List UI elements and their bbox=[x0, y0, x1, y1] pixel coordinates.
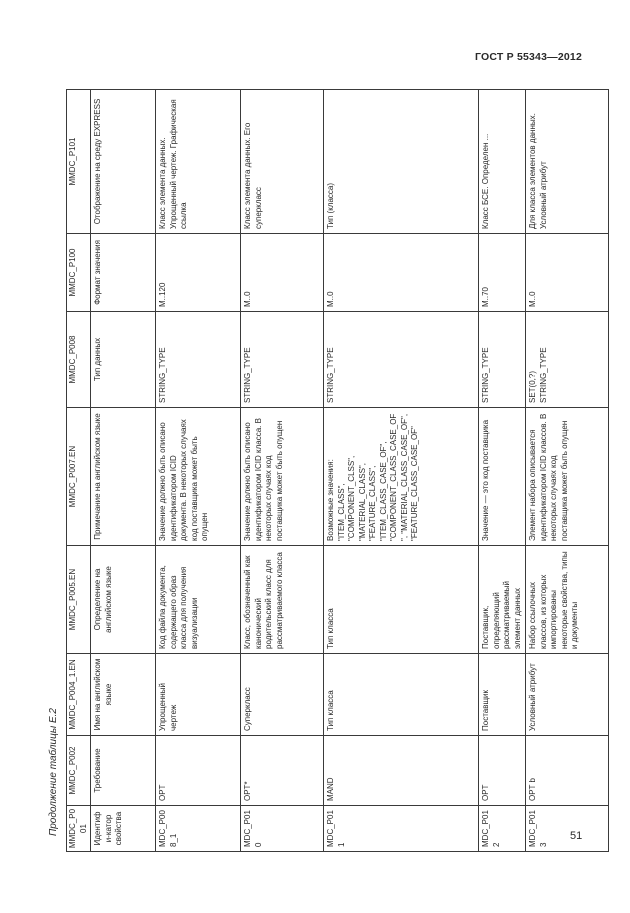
cell-name: Поставщик bbox=[479, 654, 526, 736]
cell-requirement: OPT b bbox=[526, 736, 609, 806]
column-header: Формат значения bbox=[91, 234, 156, 312]
page-number: 51 bbox=[570, 830, 583, 842]
cell-note: Значение должно быть описано идентификатором ICID документа. В некоторых случаях код поставщика может быть опущен bbox=[156, 408, 241, 546]
cell-id: MDC_P012 bbox=[479, 806, 526, 852]
header-row bbox=[91, 90, 156, 852]
cell-express: Класс элемента данных. Его суперкласс bbox=[241, 90, 324, 234]
column-header: Имя на английском языке bbox=[91, 654, 156, 736]
code-cell: MMDC_P001 bbox=[67, 806, 91, 852]
table-row bbox=[241, 90, 324, 852]
code-cell: MMDC_P005.EN bbox=[67, 546, 91, 654]
properties-table bbox=[66, 89, 609, 852]
cell-format: M..0 bbox=[526, 234, 609, 312]
code-cell: MMDC_P008 bbox=[67, 312, 91, 408]
cell-definition: Код файла документа, содержащего образ класса для получения визуализации bbox=[156, 546, 241, 654]
cell-format: M..70 bbox=[479, 234, 526, 312]
cell-definition: Набор ссылочных классов, из которых импортированы некоторые свойства, типы и документы bbox=[526, 546, 609, 654]
cell-express: Класс элемента данных. Упрощенный чертеж. Графическая ссылка bbox=[156, 90, 241, 234]
column-header: Идентифи-катор свойства bbox=[91, 806, 156, 852]
cell-express: Класс БСЕ. Определен ... bbox=[479, 90, 526, 234]
table-row bbox=[156, 90, 241, 852]
cell-express: Для класса элементов данных. Условный атрибут bbox=[526, 90, 609, 234]
table-row bbox=[526, 90, 609, 852]
cell-id: MDC_P013 bbox=[526, 806, 609, 852]
cell-type: STRING_TYPE bbox=[241, 312, 324, 408]
standard-header: ГОСТ Р 55343—2012 bbox=[474, 51, 582, 63]
column-header: Примечание на английском языке bbox=[91, 408, 156, 546]
cell-express: Тип (класса) bbox=[324, 90, 479, 234]
code-cell: MMDC_P007.EN bbox=[67, 408, 91, 546]
column-header: Определение на английском языке bbox=[91, 546, 156, 654]
cell-note: Возможные значения: "ITEM_CLASS", "COMPONENT_CLSS", "MATERIAL_CLASS", "FEATURE_CLASS", "ITEM_CLASS_CASE_OF", "COMPONENT_CLASS_CASE_OF", "MATERIAL_CLASS_CASE_OF", "FEATURE_CLASS_CASE_OF" bbox=[324, 408, 479, 546]
cell-name: Суперкласс bbox=[241, 654, 324, 736]
code-cell: MMDC_P002 bbox=[67, 736, 91, 806]
cell-id: MDC_P008_1 bbox=[156, 806, 241, 852]
cell-id: MDC_P011 bbox=[324, 806, 479, 852]
cell-definition: Тип класса bbox=[324, 546, 479, 654]
cell-requirement: MAND bbox=[324, 736, 479, 806]
cell-note: Элемент набора описывается идентификатором ICID классов. В некоторых случаях код поставщика может быть опущен bbox=[526, 408, 609, 546]
cell-format: M..120 bbox=[156, 234, 241, 312]
table-row bbox=[479, 90, 526, 852]
cell-requirement: OPT bbox=[479, 736, 526, 806]
cell-id: MDC_P010 bbox=[241, 806, 324, 852]
column-header: Требование bbox=[91, 736, 156, 806]
cell-format: M..0 bbox=[241, 234, 324, 312]
cell-definition: Класс, обозначенный как канонический родительский класс для рассматриваемого класса bbox=[241, 546, 324, 654]
cell-requirement: OPT* bbox=[241, 736, 324, 806]
cell-type: STRING_TYPE bbox=[156, 312, 241, 408]
cell-type: STRING_TYPE bbox=[479, 312, 526, 408]
cell-type: STRING_TYPE bbox=[324, 312, 479, 408]
table-caption: Продолжение таблицы Е.2 bbox=[48, 708, 59, 836]
code-row bbox=[67, 90, 91, 852]
cell-note: Значение должно быть описано идентификатором ICID класса. В некоторых случаях код поставщика может быть опущен bbox=[241, 408, 324, 546]
column-header: Отображение на среду EXPRESS bbox=[91, 90, 156, 234]
code-cell: MMDC_P100 bbox=[67, 234, 91, 312]
column-header: Тип данных bbox=[91, 312, 156, 408]
code-cell: MMDC_P101 bbox=[67, 90, 91, 234]
cell-name: Упрощенный чертеж bbox=[156, 654, 241, 736]
code-cell: MMDC_P004_1.EN bbox=[67, 654, 91, 736]
cell-note: Значение — это код поставщика bbox=[479, 408, 526, 546]
cell-type: SET(0,?) STRING_TYPE bbox=[526, 312, 609, 408]
cell-requirement: OPT bbox=[156, 736, 241, 806]
cell-name: Тип класса bbox=[324, 654, 479, 736]
cell-format: M..0 bbox=[324, 234, 479, 312]
cell-definition: Поставщик, определяющий рассматриваемый элемент данных bbox=[479, 546, 526, 654]
table-row bbox=[324, 90, 479, 852]
cell-name: Условный атрибут bbox=[526, 654, 609, 736]
